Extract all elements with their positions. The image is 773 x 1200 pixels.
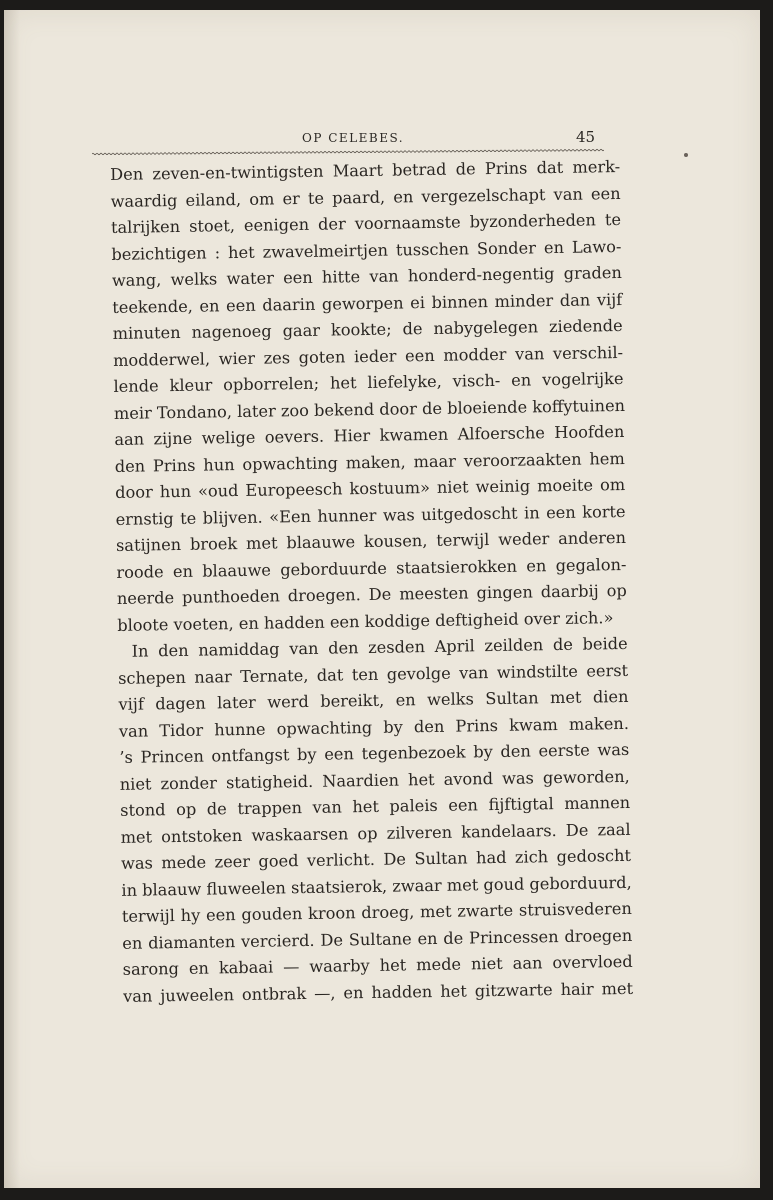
text-line: terwijl hy een gouden kroon droeg, met zwarte struisvederen <box>121 898 632 926</box>
text-line: en diamanten vercierd. De Sultane en de Princessen droegen <box>122 925 633 953</box>
text-line: vijf dagen later werd bereikt, en welks Sultan met dien <box>118 686 629 714</box>
text-line: talrijken stoet, eenigen der voornaamste byzonderheden te <box>110 209 622 237</box>
text-line: roode en blaauwe geborduurde staatsierokken en gegalon- <box>116 554 627 582</box>
text-line: van juweelen ontbrak —, en hadden het gitzwarte hair met <box>122 978 634 1006</box>
text-line: lende kleur opborrelen; het liefelyke, visch- en vogelrijke <box>113 368 624 396</box>
text-line: van Tidor hunne opwachting by den Prins kwam maken. <box>118 713 630 741</box>
text-line: niet zonder statigheid. Naardien het avond was geworden, <box>119 766 630 794</box>
text-line: aan zijne welige oevers. Hier kwamen Alfoersche Hoofden <box>114 421 625 449</box>
body-text <box>110 154 633 1010</box>
text-line: schepen naar Ternate, dat ten gevolge van windstilte eerst <box>117 660 629 688</box>
text-line: met ontstoken waskaarsen op zilveren kandelaars. De zaal <box>120 819 631 847</box>
text-line: in blaauw fluweelen staatsierok, zwaar met goud geborduurd, <box>121 872 632 900</box>
text-line: ernstig te blijven. «Een hunner was uitgedoscht in een korte <box>115 501 626 529</box>
text-line: was mede zeer goed verlicht. De Sultan had zich gedoscht <box>120 845 632 873</box>
text-line: door hun «oud Europeesch kostuum» niet weinig moeite om <box>115 474 626 502</box>
text-line: sarong en kabaai — waarby het mede niet aan overvloed <box>122 951 633 979</box>
text-line: In den namiddag van den zesden April zeilden de beide <box>131 633 628 661</box>
text-line: modderwel, wier zes goten ieder een modder van verschil- <box>112 342 624 370</box>
running-head <box>4 128 760 148</box>
text-line: minuten nagenoeg gaar kookte; de nabygelegen ziedende <box>112 315 623 343</box>
text-line: ’s Princen ontfangst by een tegenbezoek by den eerste was <box>119 739 630 767</box>
text-line: waardig eiland, om er te paard, en vergezelschapt van een <box>110 183 621 211</box>
text-line: wang, welks water een hitte van honderd-negentig graden <box>111 262 622 290</box>
text-line: bezichtigen : het zwavelmeirtjen tusschen Sonder en Lawo- <box>111 236 622 264</box>
text-line: Den zeven-en-twintigsten Maart betrad de Prins dat merk- <box>110 156 621 184</box>
text-line: teekende, en een daarin geworpen ei binnen minder dan vijf <box>112 289 623 317</box>
text-line: stond op de trappen van het paleis een fijftigtal mannen <box>120 792 631 820</box>
book-page <box>4 10 760 1188</box>
text-line: satijnen broek met blaauwe kousen, terwijl weder anderen <box>115 527 627 555</box>
text-line: neerde punthoeden droegen. De meesten gingen daarbij op <box>116 580 627 608</box>
text-line: bloote voeten, en hadden een koddige deftigheid over zich.» <box>117 607 614 635</box>
page-number: 45 <box>576 128 596 146</box>
gutter-shadow <box>4 10 20 1188</box>
text-line: meir Tondano, later zoo bekend door de bloeiende koffytuinen <box>113 395 626 423</box>
ink-dot <box>684 153 688 157</box>
text-line: den Prins hun opwachting maken, maar veroorzaakten hem <box>114 448 625 476</box>
running-title: OP CELEBES. <box>302 131 405 145</box>
